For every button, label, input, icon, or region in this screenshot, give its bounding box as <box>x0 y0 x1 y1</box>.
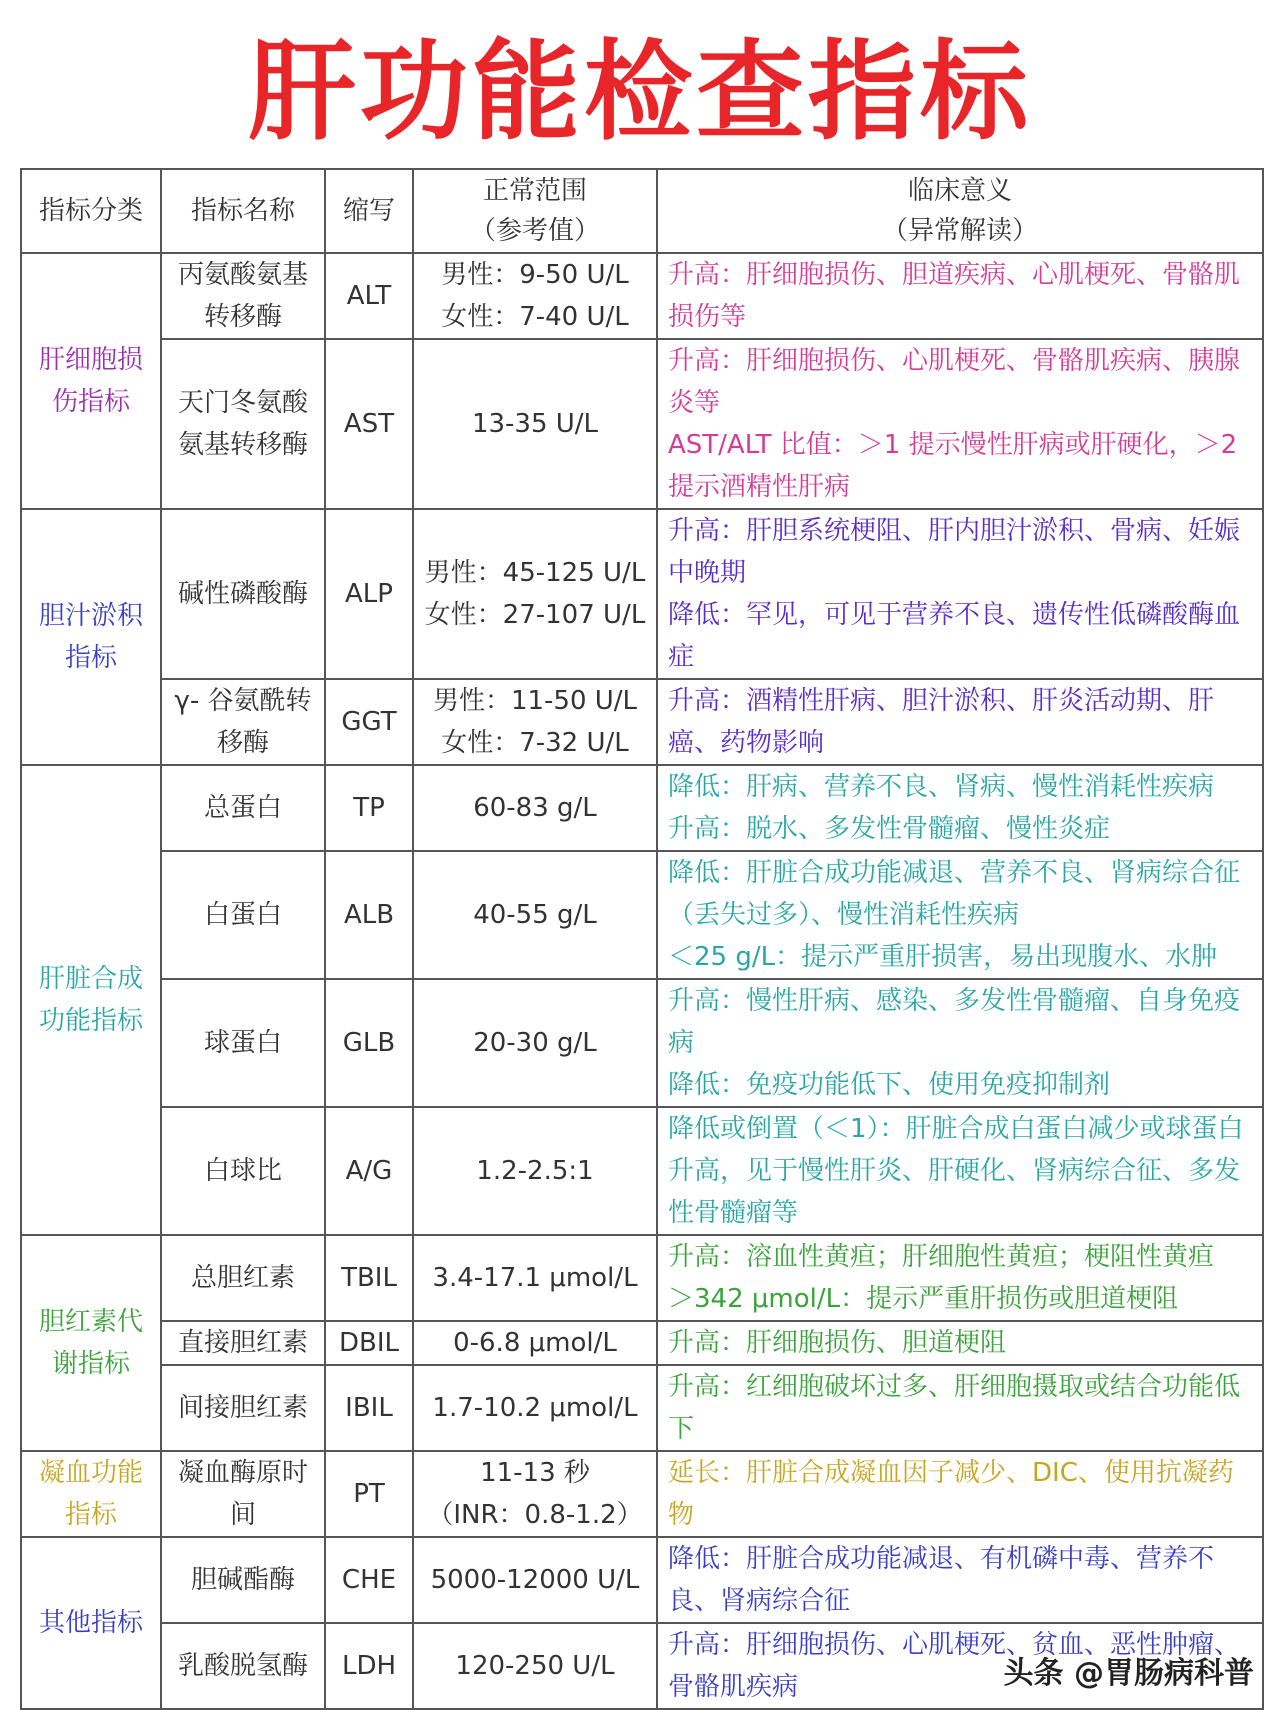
meaning-line: 降低或倒置（＜1）：肝脏合成白蛋白减少或球蛋白升高，见于慢性肝炎、肝硬化、肾病综合征、多发性骨髓瘤等 <box>668 1114 1244 1228</box>
table-header-row <box>21 169 1263 253</box>
header-name: 指标名称 <box>161 169 325 253</box>
header-range <box>413 169 657 253</box>
indicator-meaning <box>657 253 1263 339</box>
indicator-abbr: ALT <box>325 253 413 339</box>
group-cholestasis: 胆汁淤积指标 <box>21 509 161 765</box>
indicator-abbr: A/G <box>325 1107 413 1235</box>
indicator-abbr: CHE <box>325 1537 413 1623</box>
meaning-line: 降低：免疫功能低下、使用免疫抑制剂 <box>668 1070 1111 1100</box>
header-range-line1: 正常范围 <box>482 176 587 206</box>
header-meaning <box>657 169 1263 253</box>
indicator-name: 直接胆红素 <box>161 1321 325 1365</box>
header-abbr: 缩写 <box>325 169 413 253</box>
indicator-meaning <box>657 1537 1263 1623</box>
indicator-name: 天门冬氨酸氨基转移酶 <box>161 339 325 509</box>
indicator-range: 13-35 U/L <box>413 339 657 509</box>
table-row <box>21 1537 1263 1623</box>
indicator-abbr: GLB <box>325 979 413 1107</box>
range-female: 女性：27-107 U/L <box>424 600 646 630</box>
watermark: 头条 @胃肠病科普 <box>1003 1656 1254 1691</box>
indicator-meaning <box>657 339 1263 509</box>
range-seconds: 11-13 秒 <box>480 1458 590 1488</box>
group-coagulation: 凝血功能指标 <box>21 1451 161 1537</box>
group-bilirubin: 胆红素代谢指标 <box>21 1235 161 1451</box>
indicator-meaning <box>657 1321 1263 1365</box>
meaning-line: 降低：肝脏合成功能减退、有机磷中毒、营养不良、肾病综合征 <box>668 1544 1215 1616</box>
header-meaning-line2: （异常解读） <box>881 216 1038 246</box>
indicator-name: 总蛋白 <box>161 765 325 851</box>
group-liver-injury: 肝细胞损伤指标 <box>21 253 161 509</box>
meaning-line: 降低：罕见，可见于营养不良、遗传性低磷酸酶血症 <box>668 600 1241 672</box>
indicator-name: 球蛋白 <box>161 979 325 1107</box>
meaning-line: 升高：红细胞破坏过多、肝细胞摄取或结合功能低下 <box>668 1372 1241 1444</box>
indicator-range: 20-30 g/L <box>413 979 657 1107</box>
indicator-name: 凝血酶原时间 <box>161 1451 325 1537</box>
meaning-line: 升高：肝细胞损伤、胆道疾病、心肌梗死、骨骼肌损伤等 <box>668 260 1241 332</box>
indicator-name: 碱性磷酸酶 <box>161 509 325 679</box>
meaning-line: ＞342 μmol/L：提示严重肝损伤或胆道梗阻 <box>668 1284 1179 1314</box>
indicator-range: 1.2-2.5:1 <box>413 1107 657 1235</box>
range-inr: （INR：0.8-1.2） <box>427 1500 643 1530</box>
table-row <box>21 1235 1263 1321</box>
table-row <box>21 765 1263 851</box>
indicator-meaning <box>657 1235 1263 1321</box>
meaning-line: 升高：慢性肝病、感染、多发性骨髓瘤、自身免疫病 <box>668 986 1241 1058</box>
indicator-meaning <box>657 1107 1263 1235</box>
table-row <box>21 979 1263 1107</box>
header-range-line2: （参考值） <box>469 216 600 246</box>
range-male: 男性：11-50 U/L <box>432 686 638 716</box>
group-synthesis: 肝脏合成功能指标 <box>21 765 161 1235</box>
indicator-name: 间接胆红素 <box>161 1365 325 1451</box>
indicator-abbr: TBIL <box>325 1235 413 1321</box>
table-row <box>21 1321 1263 1365</box>
meaning-line: 降低：肝脏合成功能减退、营养不良、肾病综合征（丢失过多）、慢性消耗性疾病 <box>668 858 1241 930</box>
header-category: 指标分类 <box>21 169 161 253</box>
table-row <box>21 1365 1263 1451</box>
meaning-line: 升高：肝细胞损伤、心肌梗死、骨骼肌疾病、胰腺炎等 <box>668 346 1241 418</box>
indicator-name: 白蛋白 <box>161 851 325 979</box>
meaning-line: 升高：肝细胞损伤、胆道梗阻 <box>668 1328 1007 1358</box>
indicator-range: 60-83 g/L <box>413 765 657 851</box>
meaning-line: 延长：肝脏合成凝血因子减少、DIC、使用抗凝药物 <box>668 1458 1234 1530</box>
table-row <box>21 253 1263 339</box>
indicator-name: 胆碱酯酶 <box>161 1537 325 1623</box>
indicator-abbr: TP <box>325 765 413 851</box>
indicator-range <box>413 253 657 339</box>
range-female: 女性：7-40 U/L <box>441 302 629 332</box>
indicator-abbr: IBIL <box>325 1365 413 1451</box>
meaning-line: 升高：肝胆系统梗阻、肝内胆汁淤积、骨病、妊娠中晚期 <box>668 516 1241 588</box>
table-row <box>21 509 1263 679</box>
meaning-line: 升高：酒精性肝病、胆汁淤积、肝炎活动期、肝癌、药物影响 <box>668 686 1215 758</box>
indicator-name: 白球比 <box>161 1107 325 1235</box>
table-row <box>21 339 1263 509</box>
indicator-name: 丙氨酸氨基转移酶 <box>161 253 325 339</box>
indicator-meaning <box>657 1365 1263 1451</box>
indicator-range: 120-250 U/L <box>413 1623 657 1709</box>
indicator-range <box>413 1451 657 1537</box>
indicator-name: 总胆红素 <box>161 1235 325 1321</box>
indicator-name: γ- 谷氨酰转移酶 <box>161 679 325 765</box>
indicator-range: 0-6.8 μmol/L <box>413 1321 657 1365</box>
indicator-meaning <box>657 765 1263 851</box>
range-male: 男性：45-125 U/L <box>424 558 646 588</box>
indicator-range: 1.7-10.2 μmol/L <box>413 1365 657 1451</box>
range-female: 女性：7-32 U/L <box>441 728 629 758</box>
indicator-abbr: LDH <box>325 1623 413 1709</box>
meaning-line: 升高：脱水、多发性骨髓瘤、慢性炎症 <box>668 814 1111 844</box>
group-other: 其他指标 <box>21 1537 161 1709</box>
indicator-meaning <box>657 509 1263 679</box>
table-row <box>21 1451 1263 1537</box>
indicator-meaning <box>657 851 1263 979</box>
indicator-abbr: GGT <box>325 679 413 765</box>
indicator-range: 40-55 g/L <box>413 851 657 979</box>
header-meaning-line1: 临床意义 <box>907 176 1012 206</box>
table-row <box>21 679 1263 765</box>
indicator-range <box>413 679 657 765</box>
indicator-abbr: DBIL <box>325 1321 413 1365</box>
indicator-meaning <box>657 679 1263 765</box>
indicator-range <box>413 509 657 679</box>
meaning-line: AST/ALT 比值：＞1 提示慢性肝病或肝硬化，＞2 提示酒精性肝病 <box>668 430 1238 502</box>
indicator-abbr: ALB <box>325 851 413 979</box>
table-row <box>21 1107 1263 1235</box>
meaning-line: 降低：肝病、营养不良、肾病、慢性消耗性疾病 <box>668 772 1215 802</box>
meaning-line: 升高：溶血性黄疸；肝细胞性黄疸；梗阻性黄疸 <box>668 1242 1215 1272</box>
range-male: 男性：9-50 U/L <box>441 260 629 290</box>
table-row <box>21 851 1263 979</box>
indicator-abbr: PT <box>325 1451 413 1537</box>
indicator-range: 5000-12000 U/L <box>413 1537 657 1623</box>
page-title: 肝功能检查指标 <box>247 30 1032 155</box>
indicator-range: 3.4-17.1 μmol/L <box>413 1235 657 1321</box>
indicator-meaning <box>657 1451 1263 1537</box>
indicator-name: 乳酸脱氢酶 <box>161 1623 325 1709</box>
indicator-abbr: AST <box>325 339 413 509</box>
meaning-line: ＜25 g/L：提示严重肝损害，易出现腹水、水肿 <box>668 942 1218 972</box>
indicator-meaning <box>657 979 1263 1107</box>
liver-function-table <box>20 168 1264 1710</box>
meaning-line: 升高：肝细胞损伤、心肌梗死、贫血、恶性肿瘤、骨骼肌疾病 <box>668 1630 1241 1702</box>
indicator-abbr: ALP <box>325 509 413 679</box>
